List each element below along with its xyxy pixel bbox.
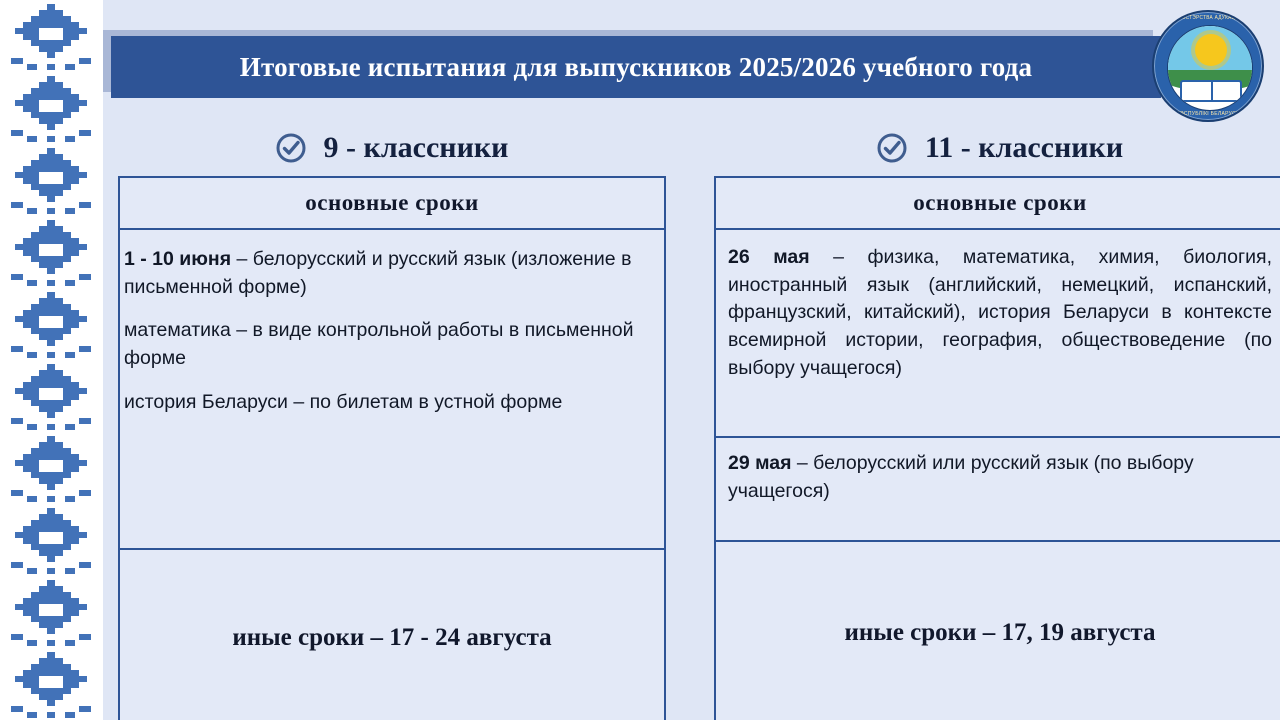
term-date: 1 - 10 июня <box>124 248 232 270</box>
other-terms-grade11: иные сроки – 17, 19 августа <box>844 619 1156 646</box>
ornament-motif <box>7 72 95 144</box>
emblem-text-bottom: РЭСПУБЛІКІ БЕЛАРУСЬ <box>1176 111 1240 117</box>
list-item <box>728 450 1272 505</box>
ornament-motif <box>7 648 95 720</box>
ornament-motif <box>7 216 95 288</box>
term-text: математика – в виде контрольной работы в письменной форме <box>124 319 634 370</box>
term-text: – физика, математика, химия, биология, иностранный язык (английский, немецкий, испанский, французский, китайский), история Беларуси в контексте всемирной истории, география, обществоведение (по выбору учащегося) <box>728 246 1273 379</box>
term-text: – белорусский или русский язык (по выбору учащегося) <box>728 452 1194 502</box>
check-circle-icon <box>877 133 907 163</box>
ornament-motif <box>7 0 95 72</box>
ministry-emblem <box>1152 10 1264 122</box>
check-circle-icon <box>276 133 306 163</box>
column-title: 9 - классники <box>323 131 509 164</box>
term-date: 26 мая <box>728 246 810 268</box>
ornament-motif <box>7 288 95 360</box>
main-terms-content-1 <box>716 230 1280 438</box>
emblem-inner <box>1167 25 1253 111</box>
ornament-motif <box>7 576 95 648</box>
main-terms-label: основные сроки <box>716 178 1280 230</box>
list-item <box>728 244 1272 382</box>
list-item <box>124 246 660 301</box>
ornament-motif <box>7 432 95 504</box>
page-title: Итоговые испытания для выпускников 2025/2026 учебного года <box>239 51 1033 82</box>
column-title: 11 - классники <box>924 131 1124 164</box>
term-text: – белорусский и русский язык (изложение в письменной форме) <box>124 248 632 298</box>
ornament-motif <box>7 144 95 216</box>
column-header-grade9 <box>118 126 666 170</box>
sun-icon <box>1195 34 1227 66</box>
ornament-motif <box>7 360 95 432</box>
main-terms-content-2 <box>716 438 1280 542</box>
other-terms-grade9: иные сроки – 17 - 24 августа <box>232 624 552 651</box>
table-grade11 <box>714 176 1280 720</box>
ornament-motif <box>7 504 95 576</box>
ornament-band <box>0 0 103 720</box>
column-grade11 <box>714 126 1280 720</box>
book-icon <box>1180 80 1242 102</box>
title-bar <box>111 36 1161 98</box>
main-terms-content <box>120 230 664 550</box>
column-header-grade11 <box>714 126 1280 170</box>
ornament-pattern <box>7 0 95 720</box>
list-item <box>124 317 660 372</box>
term-date: 29 мая <box>728 452 792 474</box>
list-item <box>124 389 660 417</box>
table-grade9 <box>118 176 666 720</box>
emblem-text-top: МІНІСТЭРСТВА АДУКАЦЫІ <box>1174 15 1242 21</box>
term-text: история Беларуси – по билетам в устной форме <box>124 390 563 413</box>
column-grade9 <box>118 126 666 720</box>
main-terms-label: основные сроки <box>120 178 664 230</box>
